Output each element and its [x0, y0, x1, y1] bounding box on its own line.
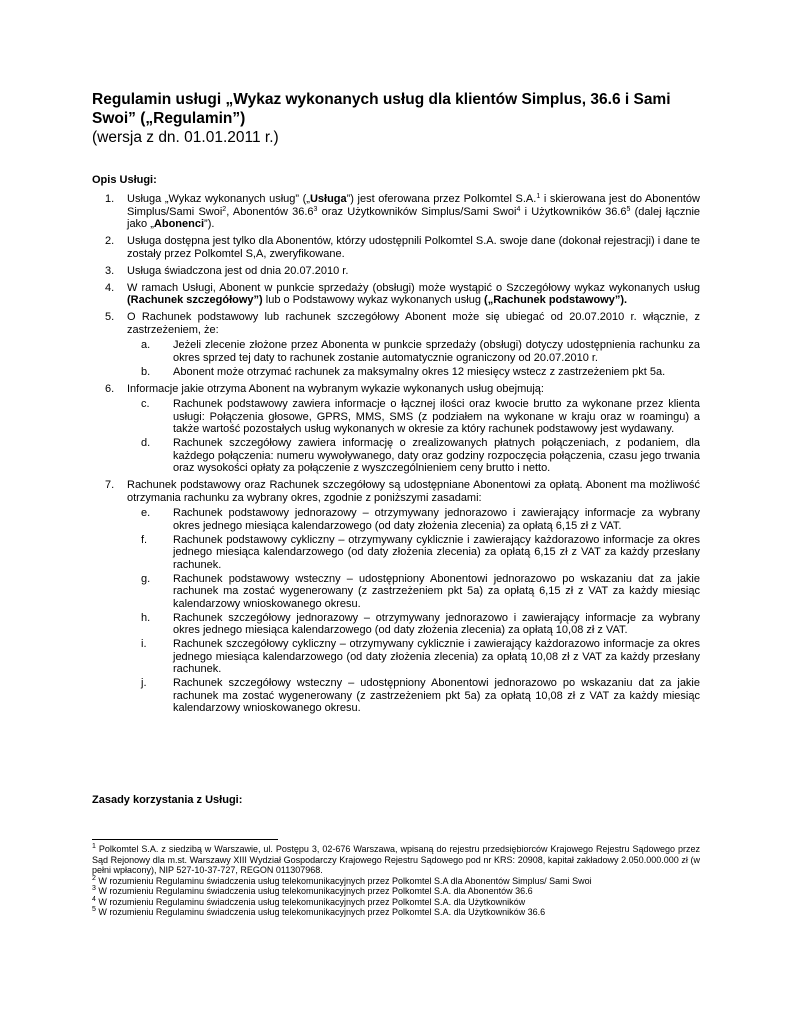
- list-item-text: [127, 383, 544, 395]
- text-run: (dalej łącznie jako „: [127, 205, 701, 230]
- text-run: (Rachunek szczegółowy”): [127, 294, 263, 306]
- document-body: [92, 90, 700, 719]
- list-item-number: 2.: [105, 235, 115, 247]
- footnotes: [92, 844, 700, 918]
- footnote: [92, 907, 700, 918]
- description-heading: Opis Usługi:: [92, 174, 157, 186]
- text-run: , Abonentów 36.6: [226, 205, 314, 218]
- text-run: ”) jest oferowana przez Polkomtel S.A.: [346, 193, 537, 205]
- footnote-text: W rozumieniu Regulaminu świadczenia usług telekomunikacyjnych przez Polkomtel S.A. dla Abonentów 36.6: [95, 886, 533, 896]
- footnote: [92, 844, 700, 876]
- sub-list-text: Rachunek podstawowy zawiera informacje o łącznej ilości oraz kwocie brutto za wykonane przez klienta usługi: Połączenia głosowe, GPRS, MMS, SMS (z podziałem na wykonane w kraju oraz w roamingu) a także wartość pozostałych usług wykonanych w okresie za który rachunek podstawowy jest wydawany.: [173, 398, 700, 435]
- sub-list: [127, 339, 700, 378]
- list-item-number: 5.: [105, 311, 115, 323]
- list-item-text: [127, 265, 348, 277]
- sub-list-item: [127, 398, 700, 436]
- list-item: [92, 383, 700, 475]
- text-run: Informacje jakie otrzyma Abonent na wybranym wykazie wykonanych usług obejmują:: [127, 382, 544, 395]
- sub-list-item: [127, 534, 700, 572]
- footnote: [92, 876, 700, 887]
- text-run: („Rachunek podstawowy”).: [484, 294, 628, 306]
- list-item: [92, 282, 700, 307]
- footnote-text: W rozumieniu Regulaminu świadczenia usług telekomunikacyjnych przez Polkomtel S.A dla Abonentów Simplus/ Sami Swoi: [95, 875, 592, 886]
- list-item: [92, 479, 700, 715]
- sub-list-text: Rachunek podstawowy cykliczny – otrzymywany cyklicznie i zawierający każdorazowo informacje za okres jednego miesiąca kalendarzowego (od daty złożenia zlecenia) za opłatą 6,15 zł z VAT za każdy przesłany rachunek.: [173, 533, 700, 571]
- list-item-number: 4.: [105, 281, 115, 294]
- footnote-text: W rozumieniu Regulaminu świadczenia usług telekomunikacyjnych przez Polkomtel S.A. dla Użytkowników 36.6: [95, 907, 546, 917]
- list-item-text: [127, 311, 700, 336]
- sub-list-letter: i.: [141, 638, 147, 650]
- list-item-number: 7.: [105, 479, 115, 491]
- footnote: [92, 886, 700, 897]
- sub-list-letter: d.: [141, 437, 151, 449]
- sub-list-text: Rachunek szczegółowy wsteczny – udostępniony Abonentowi jednorazowo po wskazaniu dat za jakie rachunek ma zostać wygenerowany (z zastrzeżeniem pkt 5a) za opłatą 10,08 zł z VAT za każdy miesiąc kalendarzowy wnioskowanego okresu.: [173, 677, 700, 714]
- text-run: Usługa: [309, 193, 347, 205]
- footnote-ref: 1: [536, 193, 541, 200]
- sub-list-letter: g.: [141, 572, 151, 585]
- sub-list: [127, 507, 700, 715]
- list-item-text: [127, 235, 700, 260]
- text-run: O Rachunek podstawowy lub rachunek szczegółowy Abonent może się ubiegać od 20.07.2010 r. włącznie, z zastrzeżeniem, że:: [127, 311, 700, 336]
- text-run: i Użytkowników 36.6: [520, 205, 627, 218]
- footnote-text: W rozumieniu Regulaminu świadczenia usług telekomunikacyjnych przez Polkomtel S.A. dla Użytkowników: [95, 896, 526, 907]
- list-item: [92, 235, 700, 260]
- sub-list-item: [127, 507, 700, 532]
- sub-list-text: Abonent może otrzymać rachunek za maksymalny okres 12 miesięcy wstecz z zastrzeżeniem pkt 5a.: [173, 365, 666, 378]
- sub-list-letter: j.: [141, 677, 147, 689]
- sub-list-item: [127, 612, 700, 637]
- footnote-number: 3: [92, 885, 96, 892]
- sub-list-letter: h.: [141, 611, 151, 624]
- list-item-number: 3.: [105, 264, 115, 277]
- sub-list-text: Rachunek podstawowy jednorazowy – otrzymywany jednorazowo i zawierający informacje za wybrany okres jednego miesiąca kalendarzowego (od daty złożenia zlecenia) za opłatą 6,15 zł z VAT.: [173, 507, 700, 532]
- sub-list-letter: a.: [141, 339, 151, 351]
- text-run: Usługa świadczona jest od dnia 20.07.2010 r.: [127, 264, 349, 277]
- sub-list-letter: c.: [141, 398, 150, 410]
- sub-list-item: [127, 339, 700, 364]
- footnote-ref: 4: [516, 205, 521, 213]
- sub-list-item: [127, 638, 700, 676]
- sub-list-text: Rachunek podstawowy wsteczny – udostępniony Abonentowi jednorazowo po wskazaniu dat za jakie rachunek ma zostać wygenerowany (z zastrzeżeniem pkt 5a) za opłatą 6,15 zł z VAT za każdy miesiąc kalendarzowy wnioskowanego okresu.: [173, 572, 700, 610]
- sub-list-text: Rachunek szczegółowy cykliczny – otrzymywany cyklicznie i zawierający każdorazowo informacje za okres jednego miesiąca kalendarzowego (od daty złożenia zlecenia) za opłatą 10,08 zł z VAT za każdy przesłany rachunek.: [173, 638, 700, 675]
- sub-list-item: [127, 437, 700, 475]
- footnote-ref: 2: [222, 205, 227, 213]
- document-title: Regulamin usługi „Wykaz wykonanych usług dla klientów Simplus, 36.6 i Sami Swoi” („Regulamin”): [92, 91, 671, 127]
- text-run: Abonenci: [153, 218, 205, 230]
- list-item: [92, 193, 700, 231]
- list-item: [92, 311, 700, 378]
- document-version: (wersja z dn. 01.01.2011 r.): [92, 129, 279, 146]
- text-run: ”).: [204, 218, 215, 230]
- footnote: [92, 897, 700, 908]
- description-list: [92, 193, 700, 715]
- sub-list-text: Rachunek szczegółowy zawiera informację o zrealizowanych płatnych połączeniach, z podaniem, dla każdego połączenia: numeru wywoływanego, daty oraz godziny rozpoczęcia połączenia, czasu jego trwania oraz wysokości opłaty za połączenie z wyszczególnieniem ceny brutto i netto.: [173, 437, 700, 474]
- list-item-text: [127, 479, 700, 504]
- sub-list-text: Jeżeli zlecenie złożone przez Abonenta w punkcie sprzedaży (obsługi) dotyczy udostępnienia rachunku za okres sprzed tej daty to rachunek zostanie automatycznie ograniczony od 20.07.2010 r.: [173, 339, 700, 364]
- sub-list-item: [127, 573, 700, 611]
- list-item: [92, 265, 700, 278]
- sub-list-letter: f.: [141, 533, 148, 546]
- text-run: i skierowana jest do Abonentów Simplus/Sami Swoi: [127, 193, 700, 218]
- footnote-text: Polkomtel S.A. z siedzibą w Warszawie, ul. Postępu 3, 02-676 Warszawa, wpisaną do rejestru przedsiębiorców Krajowego Rejestru Sądowego przez Sąd Rejonowy dla m.st. Warszawy XIII Wydział Gospodarczy Krajowego Rejestru Sądowego pod nr KRS: 20908, kapitał zakładowy 2.050.000.000 zł (w pełni wpłacony), NIP 527-10-37-727, REGON 011307968.: [92, 844, 700, 875]
- text-run: Usługa „Wykaz wykonanych usług” („: [127, 193, 310, 205]
- footnote-number: 4: [92, 895, 96, 903]
- list-item-number: 6.: [105, 382, 115, 395]
- sub-list-item: [127, 677, 700, 715]
- footnote-number: 5: [92, 906, 96, 913]
- footnote-number: 2: [92, 874, 96, 882]
- text-run: W ramach Usługi, Abonent w punkcie sprzedaży (obsługi) może wystąpić o Szczegółowy wykaz wykonanych usług: [127, 281, 700, 294]
- sub-list-letter: e.: [141, 507, 151, 519]
- sub-list-item: [127, 366, 700, 379]
- footnote-ref: 5: [626, 205, 631, 213]
- footnote-ref: 3: [313, 205, 318, 213]
- text-run: Rachunek podstawowy oraz Rachunek szczegółowy są udostępniane Abonentowi za opłatą. Abonent ma możliwość otrzymania rachunku za wybrany okres, zgodnie z poniższymi zasadami:: [127, 479, 700, 504]
- footnote-divider: [92, 839, 278, 840]
- list-item-number: 1.: [105, 193, 115, 205]
- list-item-text: [127, 282, 700, 307]
- sub-list-text: Rachunek szczegółowy jednorazowy – otrzymywany jednorazowo i zawierający informacje za wybrany okres jednego miesiąca kalendarzowego (od daty złożenia zlecenia) za opłatą 10,08 zł z VAT.: [173, 611, 700, 636]
- footnote-number: 1: [92, 843, 96, 850]
- usage-heading: Zasady korzystania z Usługi:: [92, 794, 243, 806]
- sub-list: [127, 398, 700, 475]
- list-item-text: [127, 193, 700, 230]
- text-run: Usługa dostępna jest tylko dla Abonentów, którzy udostępnili Polkomtel S.A. swoje dane (dokonał rejestracji) i dane te zostały przez Polkomtel S,A, zweryfikowane.: [127, 235, 700, 260]
- sub-list-letter: b.: [141, 365, 151, 378]
- text-run: oraz Użytkowników Simplus/Sami Swoi: [317, 205, 517, 218]
- text-run: lub o Podstawowy wykaz wykonanych usług: [262, 294, 485, 306]
